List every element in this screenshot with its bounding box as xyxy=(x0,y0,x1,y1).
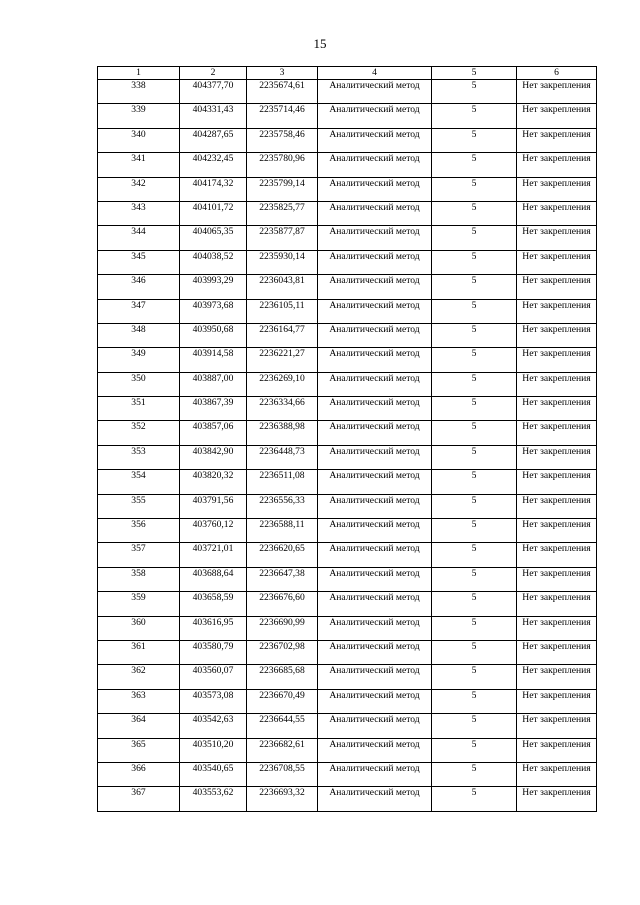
x-coordinate-cell: 403553,62 xyxy=(180,787,247,811)
point-number-cell: 363 xyxy=(98,689,180,713)
accuracy-cell: 5 xyxy=(432,762,517,786)
y-coordinate-cell: 2235930,14 xyxy=(247,250,318,274)
x-coordinate-cell: 403887,00 xyxy=(180,372,247,396)
fixation-cell: Нет закрепления xyxy=(517,421,597,445)
point-number-cell: 343 xyxy=(98,201,180,225)
point-number-cell: 345 xyxy=(98,250,180,274)
method-cell: Аналитический метод xyxy=(318,665,432,689)
point-number-cell: 354 xyxy=(98,470,180,494)
point-number-cell: 340 xyxy=(98,128,180,152)
y-coordinate-cell: 2236708,55 xyxy=(247,762,318,786)
accuracy-cell: 5 xyxy=(432,689,517,713)
x-coordinate-cell: 403842,90 xyxy=(180,445,247,469)
y-coordinate-cell: 2236682,61 xyxy=(247,738,318,762)
method-cell: Аналитический метод xyxy=(318,592,432,616)
fixation-cell: Нет закрепления xyxy=(517,519,597,543)
point-number-cell: 353 xyxy=(98,445,180,469)
method-cell: Аналитический метод xyxy=(318,470,432,494)
method-cell: Аналитический метод xyxy=(318,421,432,445)
accuracy-cell: 5 xyxy=(432,519,517,543)
y-coordinate-cell: 2236221,27 xyxy=(247,348,318,372)
accuracy-cell: 5 xyxy=(432,470,517,494)
table-row xyxy=(98,104,597,128)
coordinates-table xyxy=(97,66,597,812)
table-row xyxy=(98,299,597,323)
method-cell: Аналитический метод xyxy=(318,323,432,347)
method-cell: Аналитический метод xyxy=(318,397,432,421)
x-coordinate-cell: 403993,29 xyxy=(180,275,247,299)
y-coordinate-cell: 2236388,98 xyxy=(247,421,318,445)
column-header: 4 xyxy=(318,67,432,80)
fixation-cell: Нет закрепления xyxy=(517,567,597,591)
point-number-cell: 358 xyxy=(98,567,180,591)
x-coordinate-cell: 403510,20 xyxy=(180,738,247,762)
column-header: 3 xyxy=(247,67,318,80)
fixation-cell: Нет закрепления xyxy=(517,640,597,664)
y-coordinate-cell: 2236556,33 xyxy=(247,494,318,518)
y-coordinate-cell: 2236448,73 xyxy=(247,445,318,469)
accuracy-cell: 5 xyxy=(432,80,517,104)
y-coordinate-cell: 2236690,99 xyxy=(247,616,318,640)
method-cell: Аналитический метод xyxy=(318,445,432,469)
fixation-cell: Нет закрепления xyxy=(517,372,597,396)
fixation-cell: Нет закрепления xyxy=(517,543,597,567)
y-coordinate-cell: 2236702,98 xyxy=(247,640,318,664)
point-number-cell: 367 xyxy=(98,787,180,811)
x-coordinate-cell: 404377,70 xyxy=(180,80,247,104)
x-coordinate-cell: 403914,58 xyxy=(180,348,247,372)
y-coordinate-cell: 2236269,10 xyxy=(247,372,318,396)
table-row xyxy=(98,592,597,616)
table-row xyxy=(98,567,597,591)
x-coordinate-cell: 404101,72 xyxy=(180,201,247,225)
accuracy-cell: 5 xyxy=(432,397,517,421)
method-cell: Аналитический метод xyxy=(318,104,432,128)
method-cell: Аналитический метод xyxy=(318,275,432,299)
method-cell: Аналитический метод xyxy=(318,494,432,518)
x-coordinate-cell: 403973,68 xyxy=(180,299,247,323)
point-number-cell: 344 xyxy=(98,226,180,250)
accuracy-cell: 5 xyxy=(432,201,517,225)
method-cell: Аналитический метод xyxy=(318,689,432,713)
y-coordinate-cell: 2236620,65 xyxy=(247,543,318,567)
x-coordinate-cell: 404331,43 xyxy=(180,104,247,128)
method-cell: Аналитический метод xyxy=(318,787,432,811)
point-number-cell: 349 xyxy=(98,348,180,372)
method-cell: Аналитический метод xyxy=(318,226,432,250)
y-coordinate-cell: 2236164,77 xyxy=(247,323,318,347)
point-number-cell: 362 xyxy=(98,665,180,689)
point-number-cell: 339 xyxy=(98,104,180,128)
point-number-cell: 346 xyxy=(98,275,180,299)
method-cell: Аналитический метод xyxy=(318,348,432,372)
table-row xyxy=(98,128,597,152)
table-row xyxy=(98,714,597,738)
y-coordinate-cell: 2236693,32 xyxy=(247,787,318,811)
method-cell: Аналитический метод xyxy=(318,177,432,201)
fixation-cell: Нет закрепления xyxy=(517,299,597,323)
method-cell: Аналитический метод xyxy=(318,372,432,396)
table-row xyxy=(98,80,597,104)
fixation-cell: Нет закрепления xyxy=(517,665,597,689)
method-cell: Аналитический метод xyxy=(318,543,432,567)
x-coordinate-cell: 403857,06 xyxy=(180,421,247,445)
point-number-cell: 357 xyxy=(98,543,180,567)
table-row xyxy=(98,275,597,299)
fixation-cell: Нет закрепления xyxy=(517,762,597,786)
x-coordinate-cell: 403721,01 xyxy=(180,543,247,567)
method-cell: Аналитический метод xyxy=(318,738,432,762)
fixation-cell: Нет закрепления xyxy=(517,397,597,421)
fixation-cell: Нет закрепления xyxy=(517,80,597,104)
fixation-cell: Нет закрепления xyxy=(517,348,597,372)
table-row xyxy=(98,470,597,494)
fixation-cell: Нет закрепления xyxy=(517,275,597,299)
y-coordinate-cell: 2236644,55 xyxy=(247,714,318,738)
fixation-cell: Нет закрепления xyxy=(517,323,597,347)
accuracy-cell: 5 xyxy=(432,543,517,567)
column-header: 5 xyxy=(432,67,517,80)
x-coordinate-cell: 403542,63 xyxy=(180,714,247,738)
fixation-cell: Нет закрепления xyxy=(517,470,597,494)
y-coordinate-cell: 2235758,46 xyxy=(247,128,318,152)
point-number-cell: 341 xyxy=(98,153,180,177)
fixation-cell: Нет закрепления xyxy=(517,226,597,250)
point-number-cell: 348 xyxy=(98,323,180,347)
x-coordinate-cell: 404174,32 xyxy=(180,177,247,201)
fixation-cell: Нет закрепления xyxy=(517,592,597,616)
point-number-cell: 355 xyxy=(98,494,180,518)
fixation-cell: Нет закрепления xyxy=(517,128,597,152)
x-coordinate-cell: 403760,12 xyxy=(180,519,247,543)
accuracy-cell: 5 xyxy=(432,275,517,299)
table-row xyxy=(98,323,597,347)
method-cell: Аналитический метод xyxy=(318,299,432,323)
fixation-cell: Нет закрепления xyxy=(517,104,597,128)
y-coordinate-cell: 2236334,66 xyxy=(247,397,318,421)
accuracy-cell: 5 xyxy=(432,494,517,518)
method-cell: Аналитический метод xyxy=(318,640,432,664)
y-coordinate-cell: 2235714,46 xyxy=(247,104,318,128)
x-coordinate-cell: 403867,39 xyxy=(180,397,247,421)
table-row xyxy=(98,177,597,201)
method-cell: Аналитический метод xyxy=(318,762,432,786)
x-coordinate-cell: 403573,08 xyxy=(180,689,247,713)
column-header: 2 xyxy=(180,67,247,80)
accuracy-cell: 5 xyxy=(432,323,517,347)
table-row xyxy=(98,762,597,786)
accuracy-cell: 5 xyxy=(432,177,517,201)
x-coordinate-cell: 403688,64 xyxy=(180,567,247,591)
table-row xyxy=(98,689,597,713)
fixation-cell: Нет закрепления xyxy=(517,738,597,762)
method-cell: Аналитический метод xyxy=(318,616,432,640)
x-coordinate-cell: 403658,59 xyxy=(180,592,247,616)
fixation-cell: Нет закрепления xyxy=(517,616,597,640)
table-row xyxy=(98,250,597,274)
fixation-cell: Нет закрепления xyxy=(517,201,597,225)
point-number-cell: 351 xyxy=(98,397,180,421)
fixation-cell: Нет закрепления xyxy=(517,445,597,469)
method-cell: Аналитический метод xyxy=(318,80,432,104)
table-row xyxy=(98,421,597,445)
table-row xyxy=(98,372,597,396)
y-coordinate-cell: 2235825,77 xyxy=(247,201,318,225)
x-coordinate-cell: 403950,68 xyxy=(180,323,247,347)
accuracy-cell: 5 xyxy=(432,567,517,591)
accuracy-cell: 5 xyxy=(432,738,517,762)
x-coordinate-cell: 403560,07 xyxy=(180,665,247,689)
accuracy-cell: 5 xyxy=(432,104,517,128)
accuracy-cell: 5 xyxy=(432,616,517,640)
y-coordinate-cell: 2235877,87 xyxy=(247,226,318,250)
table-row xyxy=(98,787,597,811)
method-cell: Аналитический метод xyxy=(318,250,432,274)
accuracy-cell: 5 xyxy=(432,153,517,177)
column-header: 1 xyxy=(98,67,180,80)
point-number-cell: 364 xyxy=(98,714,180,738)
table-row xyxy=(98,201,597,225)
table-row xyxy=(98,738,597,762)
x-coordinate-cell: 403540,65 xyxy=(180,762,247,786)
y-coordinate-cell: 2236511,08 xyxy=(247,470,318,494)
x-coordinate-cell: 404232,45 xyxy=(180,153,247,177)
table-row xyxy=(98,445,597,469)
y-coordinate-cell: 2235799,14 xyxy=(247,177,318,201)
point-number-cell: 361 xyxy=(98,640,180,664)
point-number-cell: 342 xyxy=(98,177,180,201)
y-coordinate-cell: 2236105,11 xyxy=(247,299,318,323)
fixation-cell: Нет закрепления xyxy=(517,177,597,201)
y-coordinate-cell: 2236670,49 xyxy=(247,689,318,713)
accuracy-cell: 5 xyxy=(432,299,517,323)
accuracy-cell: 5 xyxy=(432,348,517,372)
x-coordinate-cell: 403791,56 xyxy=(180,494,247,518)
accuracy-cell: 5 xyxy=(432,592,517,616)
point-number-cell: 366 xyxy=(98,762,180,786)
table-row xyxy=(98,494,597,518)
accuracy-cell: 5 xyxy=(432,250,517,274)
fixation-cell: Нет закрепления xyxy=(517,494,597,518)
point-number-cell: 338 xyxy=(98,80,180,104)
page-number: 15 xyxy=(313,36,327,51)
accuracy-cell: 5 xyxy=(432,128,517,152)
y-coordinate-cell: 2235674,61 xyxy=(247,80,318,104)
y-coordinate-cell: 2236685,68 xyxy=(247,665,318,689)
accuracy-cell: 5 xyxy=(432,787,517,811)
method-cell: Аналитический метод xyxy=(318,128,432,152)
y-coordinate-cell: 2236043,81 xyxy=(247,275,318,299)
table-row xyxy=(98,348,597,372)
x-coordinate-cell: 403820,32 xyxy=(180,470,247,494)
y-coordinate-cell: 2236588,11 xyxy=(247,519,318,543)
x-coordinate-cell: 404065,35 xyxy=(180,226,247,250)
method-cell: Аналитический метод xyxy=(318,201,432,225)
point-number-cell: 359 xyxy=(98,592,180,616)
point-number-cell: 352 xyxy=(98,421,180,445)
table-row xyxy=(98,519,597,543)
fixation-cell: Нет закрепления xyxy=(517,153,597,177)
method-cell: Аналитический метод xyxy=(318,519,432,543)
fixation-cell: Нет закрепления xyxy=(517,689,597,713)
fixation-cell: Нет закрепления xyxy=(517,787,597,811)
table-row xyxy=(98,153,597,177)
table-row xyxy=(98,665,597,689)
x-coordinate-cell: 404287,65 xyxy=(180,128,247,152)
method-cell: Аналитический метод xyxy=(318,714,432,738)
y-coordinate-cell: 2235780,96 xyxy=(247,153,318,177)
table-body xyxy=(98,80,597,812)
accuracy-cell: 5 xyxy=(432,640,517,664)
point-number-cell: 365 xyxy=(98,738,180,762)
accuracy-cell: 5 xyxy=(432,665,517,689)
point-number-cell: 350 xyxy=(98,372,180,396)
accuracy-cell: 5 xyxy=(432,714,517,738)
table-row xyxy=(98,226,597,250)
y-coordinate-cell: 2236647,38 xyxy=(247,567,318,591)
table-row xyxy=(98,616,597,640)
x-coordinate-cell: 403616,95 xyxy=(180,616,247,640)
method-cell: Аналитический метод xyxy=(318,567,432,591)
table-row xyxy=(98,543,597,567)
method-cell: Аналитический метод xyxy=(318,153,432,177)
column-header: 6 xyxy=(517,67,597,80)
y-coordinate-cell: 2236676,60 xyxy=(247,592,318,616)
x-coordinate-cell: 404038,52 xyxy=(180,250,247,274)
table-row xyxy=(98,397,597,421)
table-header-row xyxy=(98,67,597,80)
fixation-cell: Нет закрепления xyxy=(517,714,597,738)
accuracy-cell: 5 xyxy=(432,445,517,469)
accuracy-cell: 5 xyxy=(432,372,517,396)
table-row xyxy=(98,640,597,664)
point-number-cell: 347 xyxy=(98,299,180,323)
point-number-cell: 360 xyxy=(98,616,180,640)
accuracy-cell: 5 xyxy=(432,226,517,250)
fixation-cell: Нет закрепления xyxy=(517,250,597,274)
x-coordinate-cell: 403580,79 xyxy=(180,640,247,664)
accuracy-cell: 5 xyxy=(432,421,517,445)
point-number-cell: 356 xyxy=(98,519,180,543)
